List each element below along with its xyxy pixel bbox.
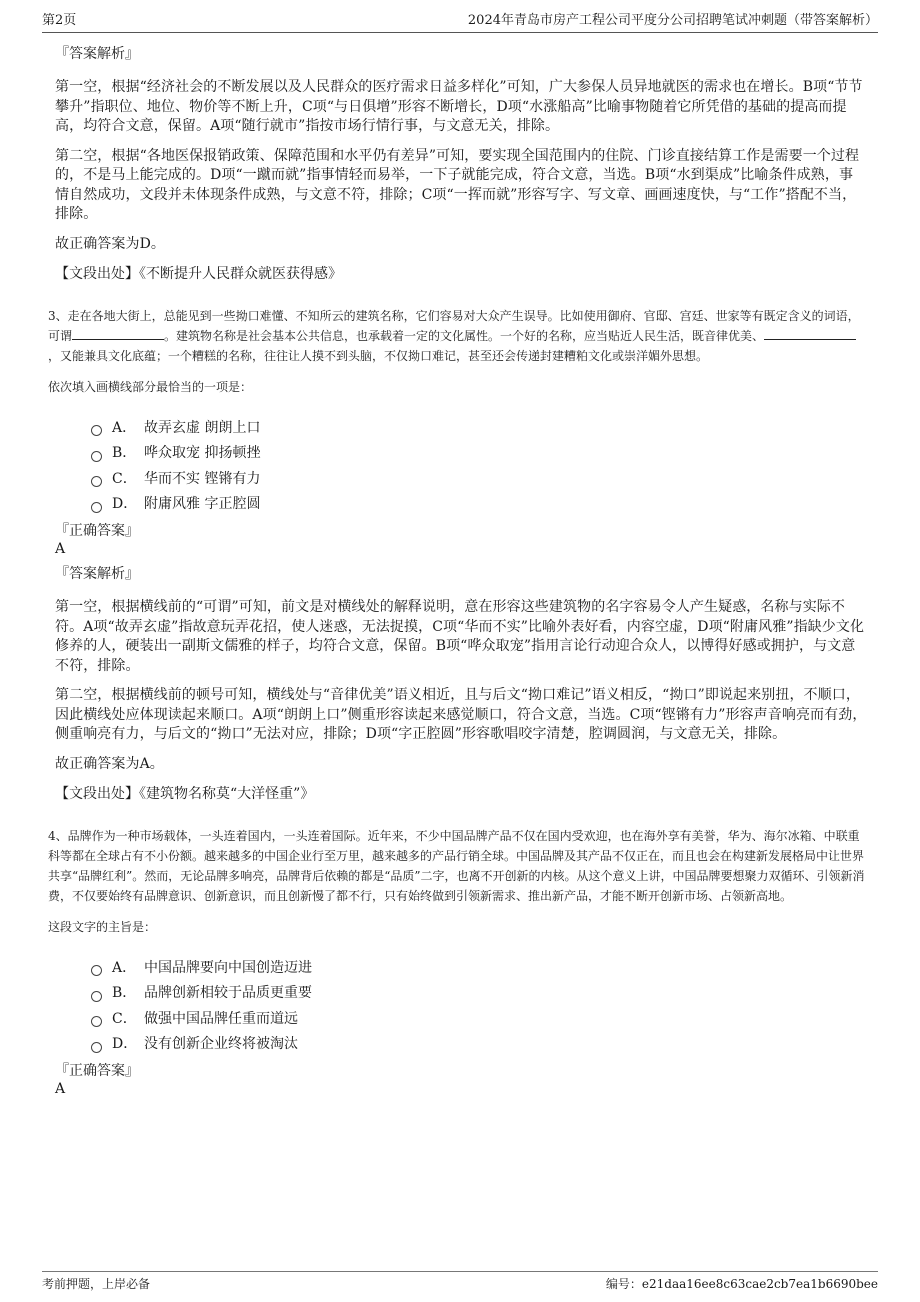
analysis-paragraph: 第二空，根据横线前的顿号可知，横线处与“音律优美”语义相近，且与后文“拗口难记”语义相反，“拗口”即说起来别扭，不顺口，因此横线处应体现读起来顺口。A项“朗朗上口”侧重形容读起来感觉顺口，符合文意，当选。C项“铿锵有力”形容声音响亮而有劲，侧重响亮有力，与后文的“拗口”无法对应，排除；D项“字正腔圆”形容歌唱咬字清楚，腔调圆润，与文意无关，排除。 bbox=[55, 687, 867, 742]
analysis-paragraph: 第一空，根据横线前的“可谓”可知，前文是对横线处的解释说明，意在形容这些建筑物的名字容易令人产生疑惑，名称与实际不符。A项“故弄玄虚”指故意玩弄花招，使人迷惑，无法捉摸，C项“华而不实”比喻外表好看，内容空虚，D项“附庸风雅”指缺少文化修养的人，硬装出一副斯文儒雅的样子，均符合文意，保留。B项“哗众取宠”指用言论行动迎合众人，以博得好感或拥护，与文意不符，排除。 bbox=[55, 599, 865, 674]
option-b[interactable]: B． 哗众取宠 抑扬顿挫 bbox=[91, 440, 867, 466]
page-footer bbox=[42, 1271, 878, 1294]
analysis-label: 『答案解析』 bbox=[55, 566, 139, 582]
option-a[interactable]: A． 故弄玄虚 朗朗上口 bbox=[91, 414, 867, 440]
analysis-label: 『答案解析』 bbox=[55, 46, 139, 62]
passage-source: 【文段出处】《不断提升人民群众就医获得感》 bbox=[55, 266, 342, 282]
analysis-conclusion: 故正确答案为A。 bbox=[55, 755, 164, 772]
correct-answer-label: 『正确答案』 bbox=[55, 1063, 139, 1079]
radio-icon[interactable] bbox=[91, 476, 102, 487]
question-prompt: 这段文字的主旨是： bbox=[48, 920, 157, 934]
document-title: 2024年青岛市房产工程公司平度分公司招聘笔试冲刺题（带答案解析） bbox=[467, 13, 878, 28]
fill-blank-1 bbox=[72, 327, 164, 340]
option-list bbox=[91, 954, 867, 1056]
main-content bbox=[48, 44, 867, 1104]
radio-icon[interactable] bbox=[91, 1042, 102, 1053]
radio-icon[interactable] bbox=[91, 1016, 102, 1027]
radio-icon[interactable] bbox=[91, 425, 102, 436]
analysis-paragraph: 第二空，根据“各地医保报销政策、保障范围和水平仍有差异”可知，要实现全国范围内的住院、门诊直接结算工作是需要一个过程的，不是马上能完成的。D项“一蹴而就”指事情轻而易举，一下子就能完成，符合文意，当选。B项“水到渠成”比喻条件成熟，事情自然成功，文段并未体现条件成熟，与文意不符，排除；C项“一挥而就”形容写字、写文章、画画速度快，与“工作”搭配不当，排除。 bbox=[55, 147, 860, 222]
option-d[interactable]: D． 没有创新企业终将被淘汰 bbox=[91, 1031, 867, 1057]
page-number: 第2页 bbox=[42, 13, 77, 28]
correct-answer-label: 『正确答案』 bbox=[55, 523, 139, 539]
question-prompt: 依次填入画横线部分最恰当的一项是： bbox=[48, 380, 253, 394]
question-stem: 4、品牌作为一种市场载体，一头连着国内，一头连着国际。近年来，不少中国品牌产品不仅在国内受欢迎，也在海外享有美誉，华为、海尔冰箱、中联重科等都在全球占有不小份额。越来越多的中国企业行至万里，越来越多的产品行销全球。中国品牌及其产品不仅正在，而且也会在构建新发展格局中让世界共享“品牌红利”。然而，无论品牌多响亮，品牌背后依赖的都是“品质”二字，也离不开创新的内核。从这个意义上讲，中国品牌要想聚力双循环、引领新消费，不仅要始终有品牌意识、创新意识，而且创新慢了都不行，只有始终做到引领新需求、推出新产品，才能不断开创新市场、占领新高地。 bbox=[48, 829, 865, 903]
analysis-conclusion: 故正确答案为D。 bbox=[55, 235, 166, 252]
option-b[interactable]: B． 品牌创新相较于品质更重要 bbox=[91, 980, 867, 1006]
option-list bbox=[91, 414, 867, 516]
option-c[interactable]: C． 做强中国品牌任重而道远 bbox=[91, 1005, 867, 1031]
option-a[interactable]: A． 中国品牌要向中国创造迈进 bbox=[91, 954, 867, 980]
radio-icon[interactable] bbox=[91, 965, 102, 976]
option-c[interactable]: C． 华而不实 铿锵有力 bbox=[91, 465, 867, 491]
correct-answer: A bbox=[55, 541, 66, 557]
fill-blank-2 bbox=[764, 327, 856, 340]
analysis-paragraph: 第一空，根据“经济社会的不断发展以及人民群众的医疗需求日益多样化”可知，广大参保人员异地就医的需求也在增长。B项“节节攀升”指职位、地位、物价等不断上升，C项“与日俱增”形容不断增长，D项“水涨船高”比喻事物随着它所凭借的基础的提高而提高，均符合文意，保留。A项“随行就市”指按市场行情行事，与文意无关，排除。 bbox=[55, 79, 863, 134]
document-id: 编号：e21daa16ee8c63cae2cb7ea1b6690bee bbox=[605, 1277, 878, 1291]
option-d[interactable]: D． 附庸风雅 字正腔圆 bbox=[91, 491, 867, 517]
correct-answer: A bbox=[55, 1081, 66, 1097]
passage-source: 【文段出处】《建筑物名称莫“大洋怪重”》 bbox=[55, 786, 315, 802]
question-stem: 3、走在各地大街上，总能见到一些拗口难懂、不知所云的建筑名称，它们容易对大众产生误导。比如使用御府、官邸、宫廷、世家等有既定含义的词语，可谓 。建筑物名称是社会基本公共信息，也承载着一定的文化属性。一个好的名称，应当贴近人民生活，既音律优美、，又能兼具文化底蕴；一个糟糕的名称，往往让人摸不到头脑，不仅拗口难记，甚至还会传递封建糟粕文化或崇洋媚外思想。 bbox=[48, 309, 860, 363]
radio-icon[interactable] bbox=[91, 451, 102, 462]
footer-slogan: 考前押题，上岸必备 bbox=[42, 1277, 151, 1291]
radio-icon[interactable] bbox=[91, 502, 102, 513]
page-header bbox=[42, 12, 878, 33]
radio-icon[interactable] bbox=[91, 991, 102, 1002]
